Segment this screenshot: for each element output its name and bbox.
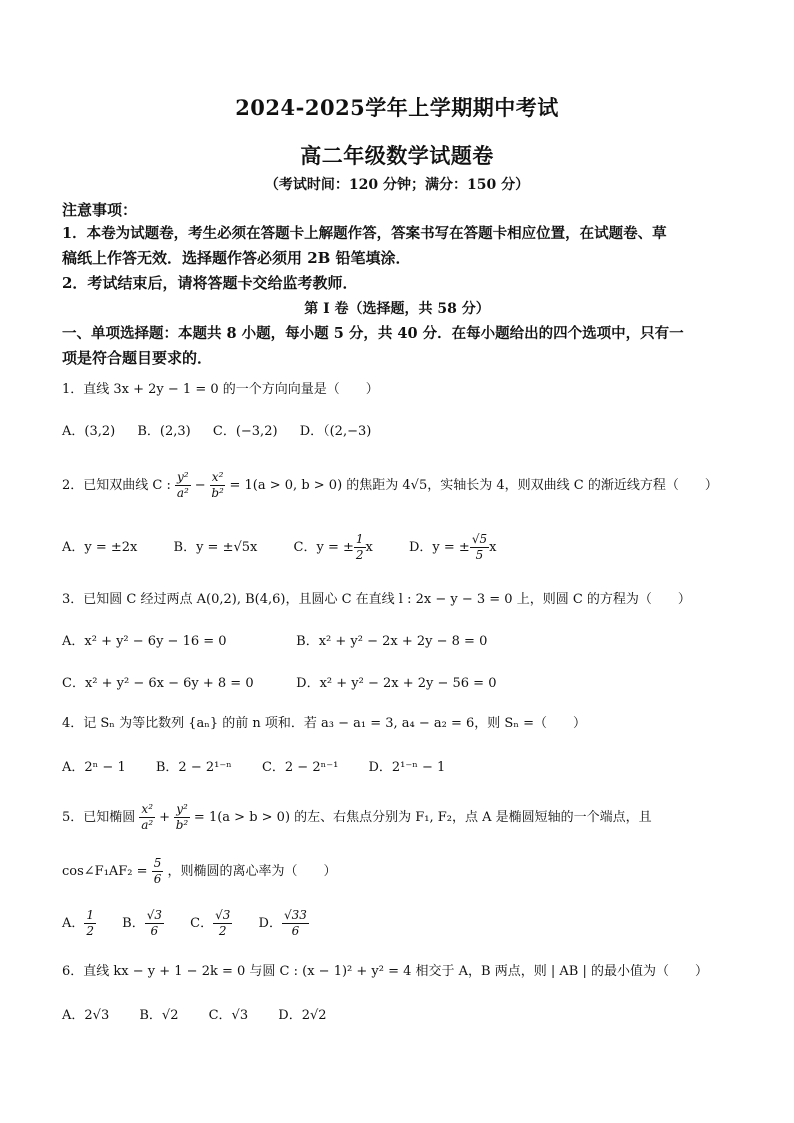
option-a: A．y = ±2x: [62, 540, 138, 555]
option-c: C．√3: [208, 1008, 249, 1023]
option-a: A． $\frac{1}{2}$: [62, 908, 95, 938]
question-3-options-row1: [62, 632, 742, 652]
question-6-options: [62, 1006, 742, 1026]
q5-frac-x: $\frac{\text{x²}}{\text{a²}}$: [141, 802, 154, 832]
exam-title: 2024-2025学年上学期期中考试: [235, 95, 559, 120]
option-c: C． $\frac{√3}{2}$: [190, 908, 231, 938]
question-5-options: [62, 908, 742, 939]
section-instruction-line1: 一、单项选择题：本题共 8 小题，每小题 5 分，共 40 分．在每小题给出的四个选项中，只有一: [62, 325, 684, 342]
option-b: B．x² + y² − 2x + 2y − 8 = 0: [296, 634, 488, 649]
section-instruction-line2: 项是符合题目要求的．: [62, 349, 213, 367]
notes-item2: 2．考试结束后，请将答题卡交给监考教师．: [62, 274, 358, 292]
q2-stem-suffix: = 1(a > 0, b > 0) 的焦距为 4√5，实轴长为 4，则双曲线 C 的渐近线方程（ ）: [229, 478, 718, 493]
option-d: D．2√2: [278, 1008, 327, 1023]
option-a: A．x² + y² − 6y − 16 = 0: [62, 634, 227, 649]
q2-frac-y: $\frac{\text{y²}}{\text{a²}}$: [176, 470, 189, 500]
option-c: C．y = ± $\frac{1}{2}$ x: [293, 532, 373, 562]
question-1-options: [62, 422, 742, 442]
question-4-options: [62, 758, 742, 778]
option-b: B．(2,3): [137, 424, 191, 439]
option-a: A．2√3: [62, 1008, 110, 1023]
question-6-stem: 6．直线 kx − y + 1 − 2k = 0 与圆 C : (x − 1)² + y² = 4 相交于 A，B 两点，则 | AB | 的最小值为（ ）: [62, 964, 708, 979]
question-3-options-row2: [62, 674, 742, 694]
option-d: D．2¹⁻ⁿ − 1: [368, 760, 446, 775]
option-d: D． $\frac{√33}{6}$: [258, 908, 307, 938]
option-c: C．x² + y² − 6x − 6y + 8 = 0: [62, 676, 254, 691]
option-b: B． $\frac{√3}{6}$: [122, 908, 163, 938]
notes-item1-line1: 1．本卷为试题卷，考生必须在答题卡上解题作答，答案书写在答题卡相应位置，在试题卷、草: [62, 225, 667, 242]
option-c: C．(−3,2): [212, 424, 278, 439]
exam-info: （考试时间：120 分钟；满分：150 分）: [264, 177, 530, 193]
option-b: B．√2: [139, 1008, 179, 1023]
notes-heading: 注意事项：: [62, 201, 138, 219]
q5-frac-y: $\frac{\text{y²}}{\text{b²}}$: [175, 802, 189, 832]
option-b: B．2 − 2¹⁻ⁿ: [155, 760, 232, 775]
q2-stem-prefix: 2．已知双曲线 C :: [62, 478, 171, 493]
exam-subtitle: 高二年级数学试题卷: [300, 143, 494, 168]
q2-frac-x: $\frac{\text{x²}}{\text{b²}}$: [211, 470, 224, 500]
option-d: D．y = ± $\frac{√5}{5}$ x: [408, 532, 497, 562]
question-5-stem: 5．已知椭圆 $\frac{\text{x²}}{\text{a²}}$ + $\frac{\text{y²}}{\text{b²}}$ = 1(a > b > 0) 的左、右焦点分别为 F₁, F₂，点 A 是椭圆短轴的一个端点，且: [62, 802, 652, 832]
question-5-line2: cos∠F₁AF₂ = $\frac{5}{6}$ ，则椭圆的离心率为（ ）: [62, 856, 337, 886]
question-3-stem: 3．已知圆 C 经过两点 A(0,2), B(4,6)，且圆心 C 在直线 l : 2x − y − 3 = 0 上，则圆 C 的方程为（ ）: [62, 592, 691, 607]
option-c: C．2 − 2ⁿ⁻¹: [261, 760, 339, 775]
option-d: D．x² + y² − 2x + 2y − 56 = 0: [296, 676, 497, 691]
question-2-stem: 2．已知双曲线 C : $\frac{\text{y²}}{\text{a²}}$ − $\frac{\text{x²}}{\text{b²}}$ = 1(a > 0, b > 0) 的焦距为 4√5，实轴长为 4，则双曲线 C 的渐近线方程（ ）: [62, 470, 718, 500]
question-2-options: [62, 532, 742, 563]
part-title: 第 I 卷（选择题，共 58 分）: [304, 301, 490, 317]
option-b: B．y = ±√5x: [173, 540, 258, 555]
option-a: A．2ⁿ − 1: [62, 760, 126, 775]
question-4-stem: 4．记 Sₙ 为等比数列 {aₙ} 的前 n 项和．若 a₃ − a₁ = 3, a₄ − a₂ = 6，则 Sₙ =（ ）: [62, 716, 586, 731]
question-1-stem: 1．直线 3x + 2y − 1 = 0 的一个方向向量是（ ）: [62, 382, 379, 397]
option-d: D．（(2,−3): [299, 424, 372, 439]
option-a: A．(3,2): [62, 424, 116, 439]
notes-item1-line2: 稿纸上作答无效．选择题作答必须用 2B 铅笔填涂．: [62, 249, 411, 267]
